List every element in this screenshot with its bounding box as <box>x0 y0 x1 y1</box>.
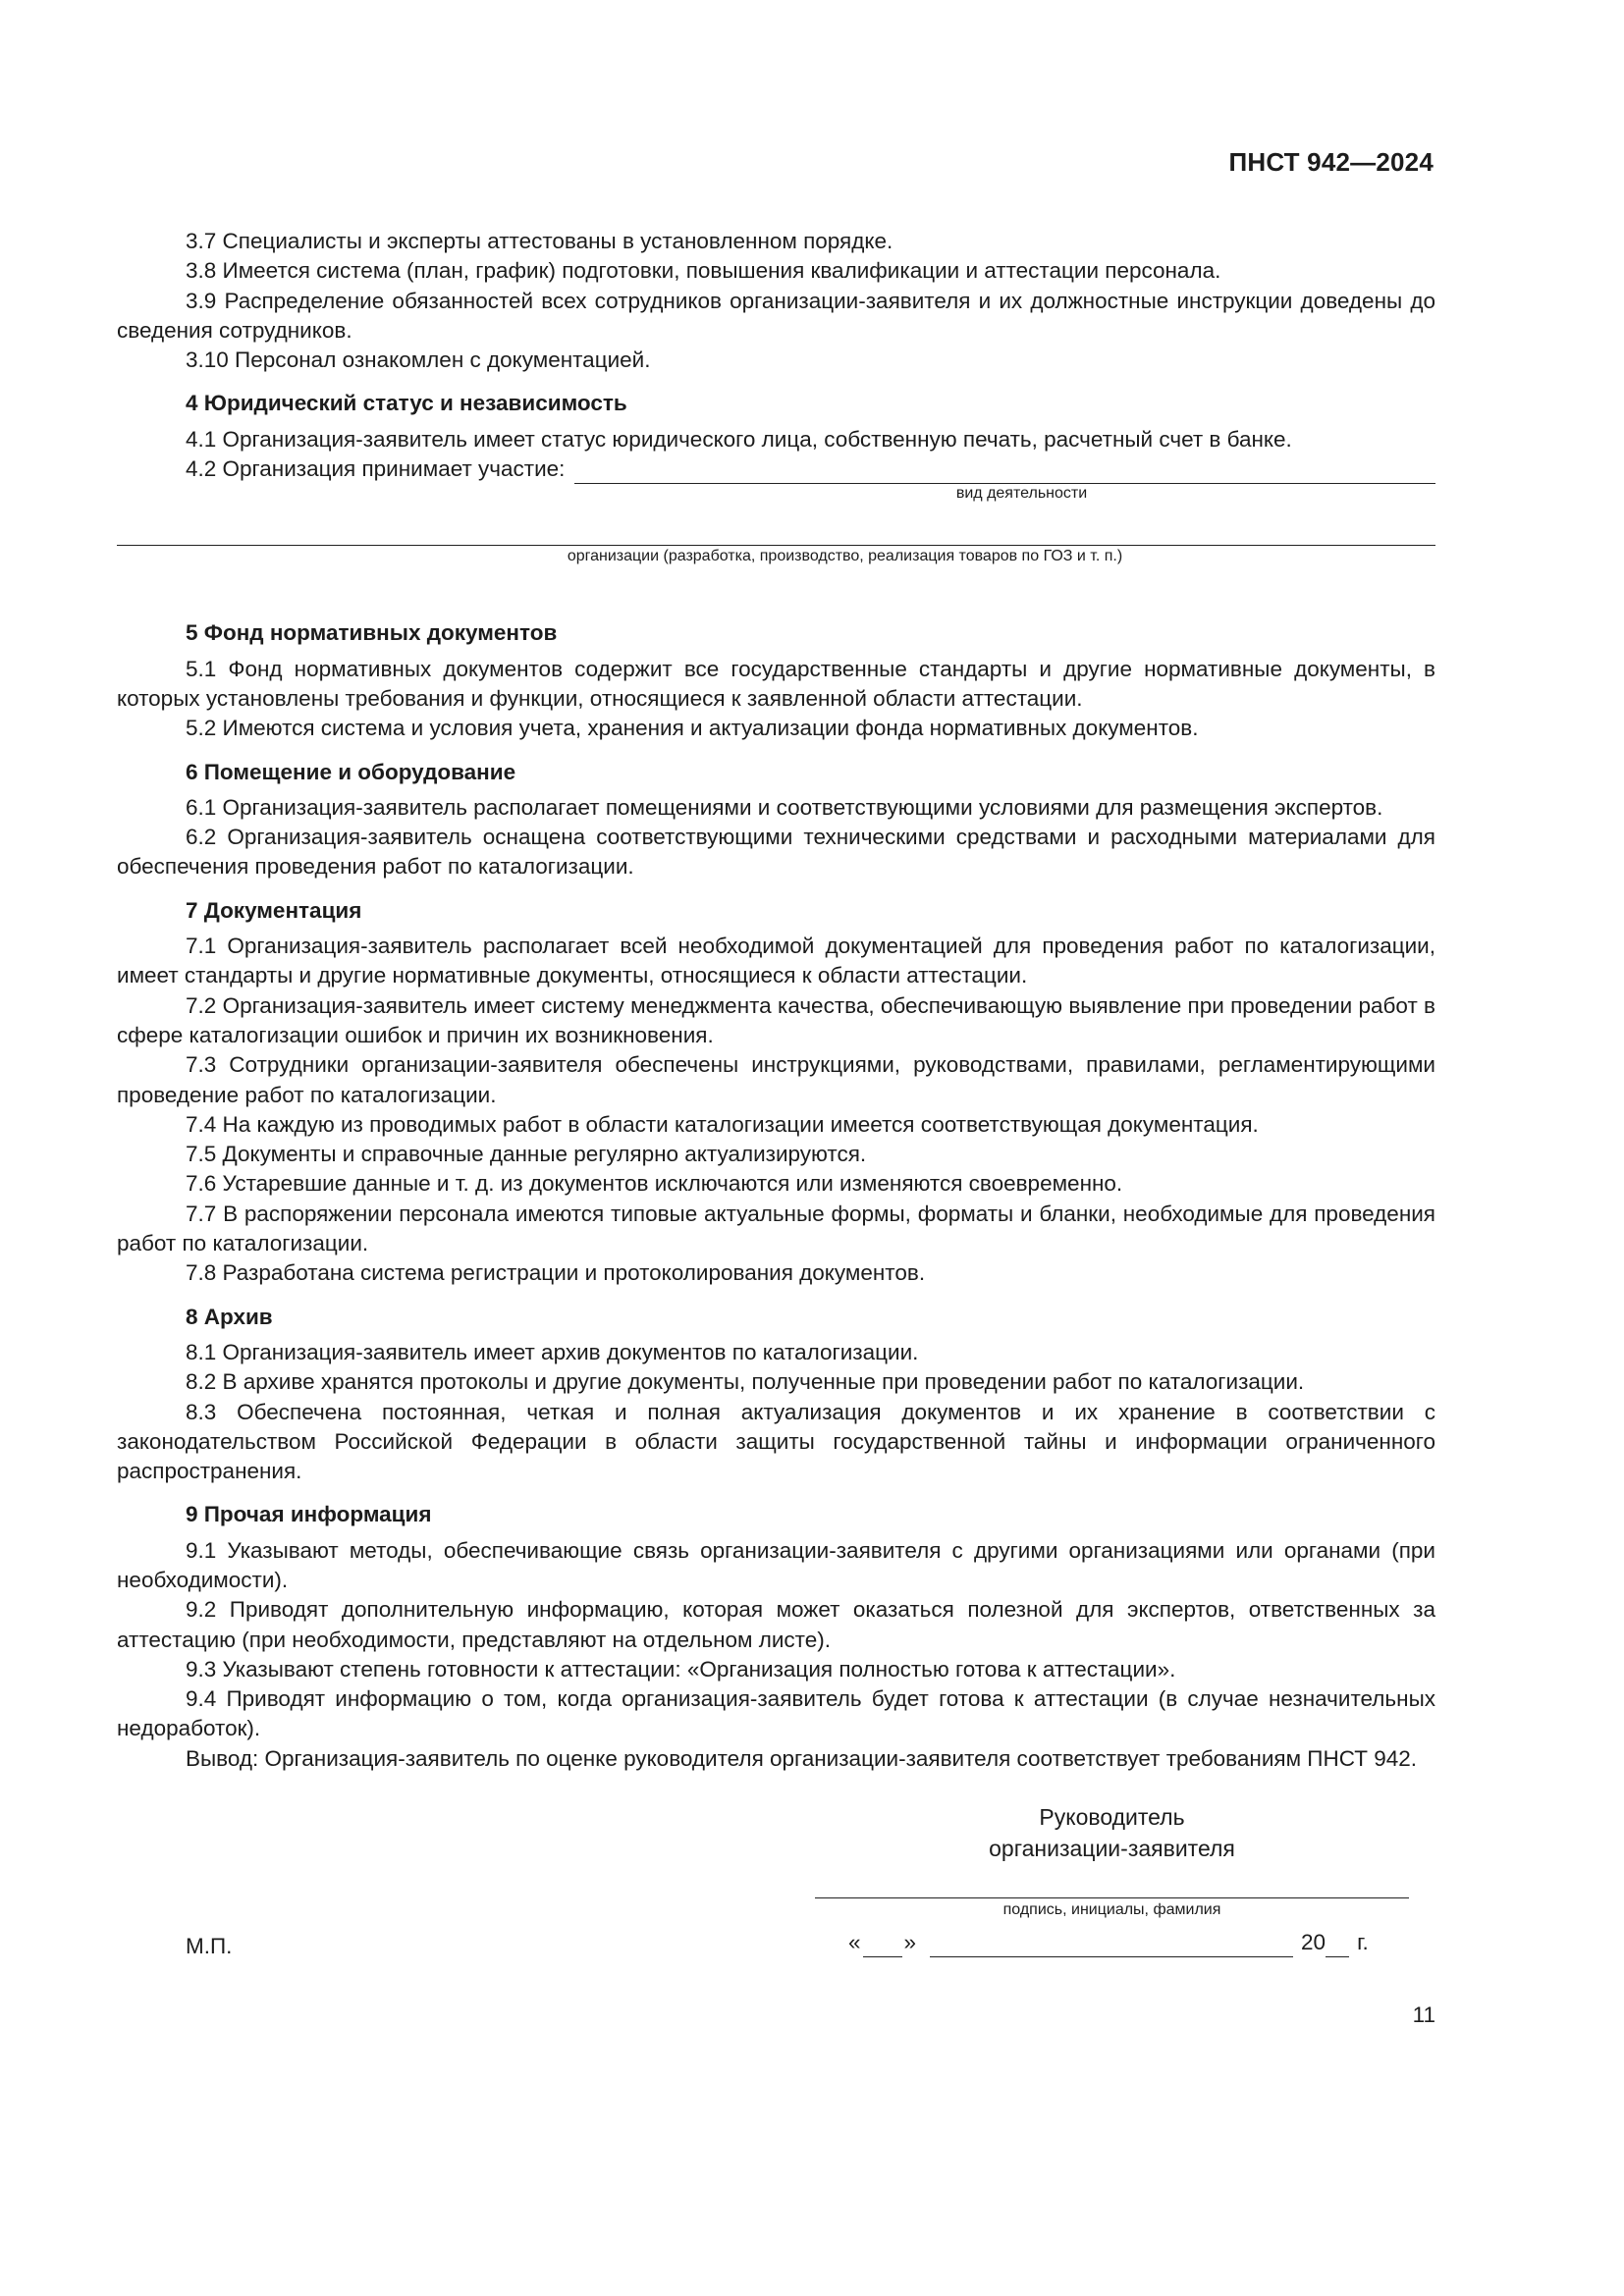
signature-caption: подпись, инициалы, фамилия <box>1002 1901 1221 1919</box>
clause-6-2: 6.2 Организация-заявитель оснащена соответствующими техническими средствами и расходными материалами для обеспечения проведения работ по каталогизации. <box>117 825 1435 880</box>
clause-9-4: 9.4 Приводят информацию о том, когда организация-заявитель будет готова к аттестации (в случае незначительных недоработок). <box>117 1686 1435 1741</box>
clause-7-3: 7.3 Сотрудники организации-заявителя обеспечены инструкциями, руководствами, правилами, регламентирующими проведение работ по каталогизации. <box>117 1052 1435 1107</box>
clause-7-1: 7.1 Организация-заявитель располагает всей необходимой документацией для проведения работ по каталогизации, имеет стандарты и другие нормативные документы, относящиеся к области аттестации. <box>117 934 1435 988</box>
clause-3-9: 3.9 Распределение обязанностей всех сотрудников организации-заявителя и их должностные инструкции доведены до сведения сотрудников. <box>117 288 1435 343</box>
stamp-date-row <box>117 1928 1435 1967</box>
clause-4-2-label: 4.2 Организация принимает участие: <box>186 456 566 482</box>
clause-7-2: 7.2 Организация-заявитель имеет систему менеджмента качества, обеспечивающую выявление при проведении работ в сфере каталогизации ошибок и причин их возникновения. <box>117 992 1435 1047</box>
clause-7-6: 7.6 Устаревшие данные и т. д. из документов исключаются или изменяются своевременно. <box>186 1171 1123 1197</box>
clause-3-8: 3.8 Имеется система (план, график) подготовки, повышения квалификации и аттестации персонала. <box>186 258 1221 284</box>
stamp-label: М.П. <box>186 1934 233 1959</box>
activity-type-caption: вид деятельности <box>955 485 1088 503</box>
page-number: 11 <box>1412 2002 1435 2028</box>
clause-7-7: 7.7 В распоряжении персонала имеются типовые актуальные формы, форматы и бланки, необходимые для проведения работ по каталогизации. <box>117 1201 1435 1256</box>
document-body <box>117 227 1435 2030</box>
clause-8-2: 8.2 В архиве хранятся протоколы и другие документы, полученные при проведении работ по каталогизации. <box>186 1369 1305 1395</box>
section-5-heading: 5 Фонд нормативных документов <box>186 620 558 646</box>
clause-8-1: 8.1 Организация-заявитель имеет архив документов по каталогизации. <box>186 1339 919 1364</box>
section-4-heading: 4 Юридический статус и независимость <box>186 391 627 416</box>
signature-block <box>815 1801 1409 1922</box>
clause-7-4: 7.4 На каждую из проводимых работ в области каталогизации имеется соответствующая документация. <box>186 1111 1259 1137</box>
year-prefix: 20 <box>1301 1930 1326 1955</box>
clause-9-1: 9.1 Указывают методы, обеспечивающие связь организации-заявителя с другими организациями или органами (при необходимости). <box>117 1537 1435 1592</box>
signer-title-line1: Руководитель <box>1039 1804 1185 1831</box>
clause-8-3: 8.3 Обеспечена постоянная, четкая и полная актуализация документов и их хранение в соответствии с законодательством Российской Федерации в области защиты государственной тайны и информации ограниченного распространения. <box>117 1399 1435 1484</box>
clause-7-5: 7.5 Документы и справочные данные регулярно актуализируются. <box>186 1142 867 1167</box>
section-8-heading: 8 Архив <box>186 1304 273 1329</box>
organization-activity-field[interactable] <box>117 504 1435 546</box>
signer-title-line2: организации-заявителя <box>989 1836 1235 1862</box>
activity-type-field[interactable] <box>574 461 1435 484</box>
section-6-heading: 6 Помещение и оборудование <box>186 759 516 784</box>
section-9-heading: 9 Прочая информация <box>186 1502 432 1527</box>
date-close-quote: » <box>903 1930 917 1955</box>
date-open-quote: « <box>848 1930 861 1955</box>
year-field[interactable] <box>1326 1931 1349 1957</box>
clause-4-1: 4.1 Организация-заявитель имеет статус юридического лица, собственную печать, расчетный счет в банке. <box>186 426 1292 452</box>
document-code: ПНСТ 942—2024 <box>1228 147 1434 177</box>
organization-activity-caption: организации (разработка, производство, реализация товаров по ГОЗ и т. п.) <box>567 548 1123 565</box>
clause-6-1: 6.1 Организация-заявитель располагает помещениями и соответствующими условиями для размещения экспертов. <box>186 794 1383 820</box>
clause-9-2: 9.2 Приводят дополнительную информацию, которая может оказаться полезной для экспертов, ответственных за аттестацию (при необходимости, представляют на отдельном листе). <box>117 1597 1435 1652</box>
clause-5-1: 5.1 Фонд нормативных документов содержит все государственные стандарты и другие нормативные документы, в которых установлены требования и функции, относящиеся к заявленной области аттестации. <box>117 656 1435 711</box>
date-line <box>848 1928 1369 1957</box>
signature-field[interactable] <box>815 1868 1409 1898</box>
clause-4-2 <box>117 454 1435 484</box>
section-7-heading: 7 Документация <box>186 897 362 923</box>
day-field[interactable] <box>863 1931 902 1957</box>
clause-7-8: 7.8 Разработана система регистрации и протоколирования документов. <box>186 1260 926 1286</box>
conclusion: Вывод: Организация-заявитель по оценке руководителя организации-заявителя соответствует требованиям ПНСТ 942. <box>186 1745 1418 1771</box>
clause-3-10: 3.10 Персонал ознакомлен с документацией. <box>186 347 651 373</box>
clause-5-2: 5.2 Имеются система и условия учета, хранения и актуализации фонда нормативных документов. <box>186 716 1199 741</box>
clause-9-3: 9.3 Указывают степень готовности к аттестации: «Организация полностью готова к аттестации». <box>186 1656 1176 1682</box>
year-suffix: г. <box>1357 1930 1369 1955</box>
month-field[interactable] <box>930 1931 1293 1957</box>
clause-3-7: 3.7 Специалисты и эксперты аттестованы в установленном порядке. <box>186 229 893 253</box>
